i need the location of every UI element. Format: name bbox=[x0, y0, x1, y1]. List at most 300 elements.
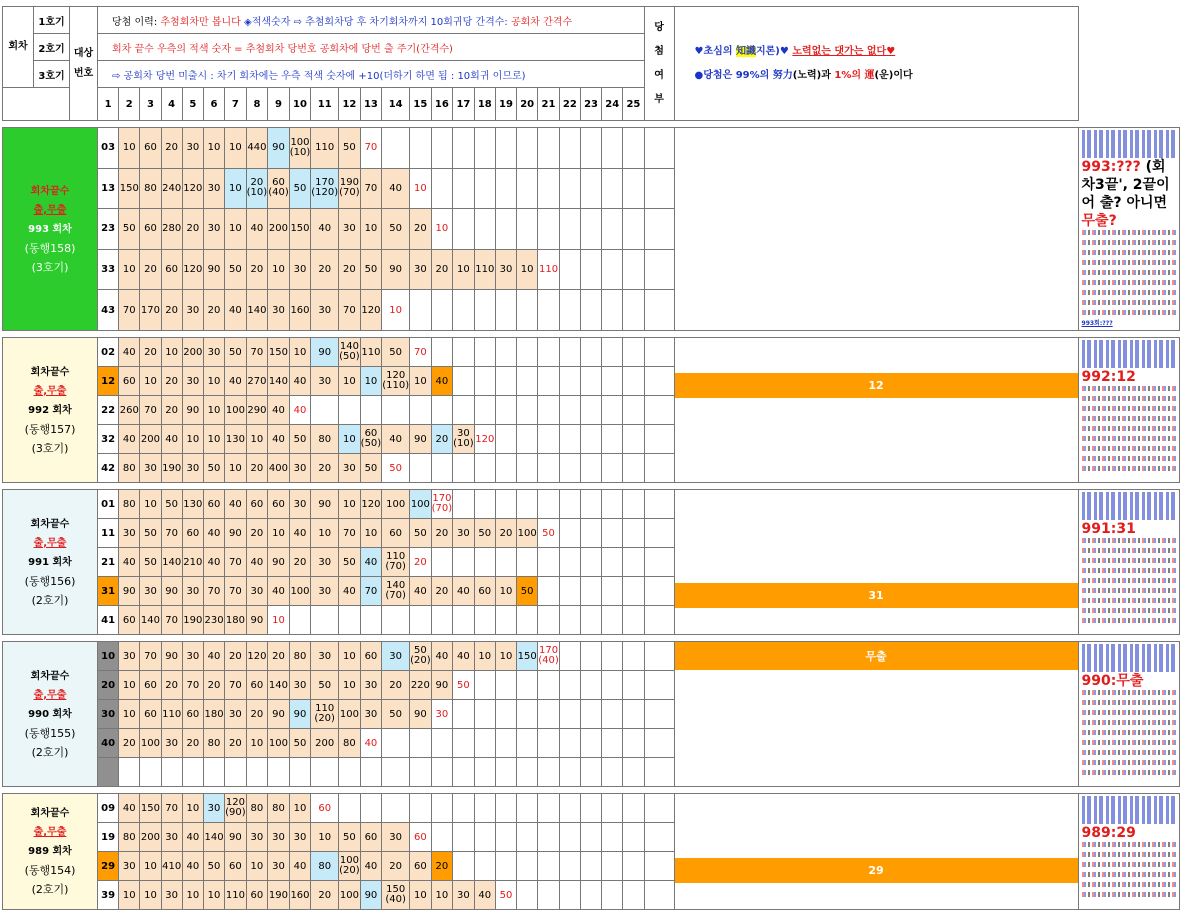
empty-cell bbox=[644, 852, 674, 881]
empty-cell bbox=[538, 128, 560, 169]
motto-1c: 지론)♥ bbox=[755, 45, 793, 57]
empty-cell bbox=[360, 396, 382, 425]
motto-1b: 知識 bbox=[735, 45, 756, 57]
notes-scribble bbox=[1082, 340, 1176, 368]
round-notes bbox=[1078, 338, 1179, 483]
interval-cell: 40 bbox=[289, 367, 311, 396]
interval-cell: 90 bbox=[203, 249, 224, 290]
interval-cell: 90 bbox=[225, 823, 247, 852]
interval-cell: 20 bbox=[410, 209, 432, 250]
empty-cell bbox=[602, 606, 623, 635]
interval-cell: 30 bbox=[182, 577, 203, 606]
interval-cell: 80 bbox=[203, 729, 224, 758]
empty-cell bbox=[580, 758, 601, 787]
interval-cell: 20 bbox=[410, 548, 432, 577]
interval-cell: 50 bbox=[474, 519, 495, 548]
interval-cell: 80 bbox=[311, 425, 339, 454]
empty-cell bbox=[559, 700, 580, 729]
interval-cell: 40 bbox=[268, 577, 290, 606]
interval-cell: 60 bbox=[360, 823, 382, 852]
round-notes bbox=[1078, 794, 1179, 910]
notes-scribble bbox=[1082, 130, 1176, 158]
round-label bbox=[3, 794, 98, 910]
interval-cell: 140 bbox=[268, 671, 290, 700]
interval-cell: 30 bbox=[289, 671, 311, 700]
empty-cell bbox=[453, 290, 475, 331]
interval-cell: 110 bbox=[474, 249, 495, 290]
win-status-char: 여 bbox=[654, 69, 664, 81]
interval-cell: 10 bbox=[140, 881, 161, 910]
interval-cell: 110 bbox=[538, 249, 560, 290]
interval-cell: 30 bbox=[431, 700, 453, 729]
interval-cell: 270 bbox=[246, 367, 268, 396]
empty-cell bbox=[203, 758, 224, 787]
round-label-line: 출,무출 bbox=[33, 827, 67, 838]
interval-cell: 60 bbox=[140, 671, 161, 700]
empty-cell bbox=[538, 729, 560, 758]
empty-cell bbox=[644, 606, 674, 635]
empty-cell bbox=[431, 290, 453, 331]
interval-cell: 80 bbox=[268, 794, 290, 823]
win-status-cell bbox=[674, 338, 1078, 483]
empty-cell bbox=[538, 367, 560, 396]
interval-cell: 10 bbox=[431, 881, 453, 910]
empty-cell bbox=[453, 729, 475, 758]
empty-cell bbox=[559, 128, 580, 169]
empty-cell bbox=[225, 758, 247, 787]
prediction-main: 990:무출 bbox=[1081, 673, 1144, 689]
interval-cell: 30 bbox=[311, 548, 339, 577]
notes-scribble bbox=[1082, 796, 1176, 824]
round-label-line: 990 회차 bbox=[28, 708, 72, 720]
empty-cell bbox=[289, 606, 311, 635]
interval-cell: 50 (20) bbox=[410, 642, 432, 671]
column-header-10: 10 bbox=[289, 88, 311, 121]
column-header-19: 19 bbox=[495, 88, 516, 121]
empty-cell bbox=[623, 794, 644, 823]
interval-cell: 60 bbox=[161, 249, 182, 290]
interval-cell: 50 bbox=[360, 249, 382, 290]
empty-cell bbox=[495, 209, 516, 250]
interval-cell: 20 bbox=[140, 249, 161, 290]
round-label-line: 991 회차 bbox=[28, 556, 72, 568]
prediction-main: 989:29 bbox=[1081, 825, 1136, 841]
empty-cell bbox=[495, 823, 516, 852]
interval-cell: 180 bbox=[225, 606, 247, 635]
round-label-line: (동행157) bbox=[24, 422, 76, 436]
interval-cell: 40 bbox=[453, 577, 475, 606]
empty-cell bbox=[559, 396, 580, 425]
empty-cell bbox=[453, 758, 475, 787]
empty-cell bbox=[559, 168, 580, 209]
empty-cell bbox=[538, 168, 560, 209]
round-label-line: (동행155) bbox=[24, 726, 76, 740]
interval-cell: 40 bbox=[453, 642, 475, 671]
interval-cell: 90 bbox=[246, 606, 268, 635]
empty-cell bbox=[339, 396, 361, 425]
lottery-table bbox=[2, 6, 1180, 910]
interval-cell: 40 bbox=[225, 490, 247, 519]
notes-footer: 993회:??? bbox=[1081, 320, 1113, 327]
empty-cell bbox=[623, 577, 644, 606]
interval-cell: 70 bbox=[161, 519, 182, 548]
empty-cell bbox=[580, 454, 601, 483]
interval-cell: 70 bbox=[339, 519, 361, 548]
empty-cell bbox=[559, 671, 580, 700]
win-number: 31 bbox=[675, 583, 1078, 608]
interval-cell: 70 bbox=[360, 577, 382, 606]
interval-cell: 50 bbox=[453, 671, 475, 700]
notes-scribble-2 bbox=[1082, 690, 1176, 779]
empty-cell bbox=[382, 396, 410, 425]
interval-cell: 110 bbox=[161, 700, 182, 729]
interval-cell: 30 bbox=[453, 519, 475, 548]
round-label-line: (3호기) bbox=[31, 441, 69, 455]
column-header-25: 25 bbox=[623, 88, 644, 121]
empty-cell bbox=[644, 729, 674, 758]
interval-cell: 120 bbox=[360, 290, 382, 331]
empty-cell bbox=[517, 454, 538, 483]
win-status-cell bbox=[674, 794, 1078, 910]
notes-scribble-2 bbox=[1082, 386, 1176, 475]
round-label-line: (2호기) bbox=[31, 593, 69, 607]
empty-cell bbox=[360, 606, 382, 635]
empty-cell bbox=[602, 642, 623, 671]
interval-cell: 10 bbox=[225, 454, 247, 483]
empty-cell bbox=[431, 128, 453, 169]
interval-cell: 70 bbox=[203, 577, 224, 606]
round-label-line: 회차끝수 bbox=[30, 366, 70, 378]
interval-cell: 50 bbox=[289, 729, 311, 758]
win-number: 무출 bbox=[675, 642, 1078, 670]
round-notes bbox=[1078, 490, 1179, 635]
interval-cell: 80 bbox=[119, 823, 140, 852]
interval-cell: 30 bbox=[203, 794, 224, 823]
interval-cell: 30 bbox=[382, 823, 410, 852]
empty-cell bbox=[602, 209, 623, 250]
ball-number: 33 bbox=[98, 249, 119, 290]
empty-cell bbox=[382, 794, 410, 823]
empty-cell bbox=[623, 425, 644, 454]
empty-cell bbox=[538, 425, 560, 454]
round-label-line: 989 회차 bbox=[28, 846, 72, 857]
ball-number: 31 bbox=[98, 577, 119, 606]
interval-cell: 30 bbox=[182, 128, 203, 169]
interval-cell: 50 bbox=[495, 881, 516, 910]
empty-cell bbox=[602, 823, 623, 852]
interval-cell: 40 bbox=[474, 881, 495, 910]
ball-number: 30 bbox=[98, 700, 119, 729]
round-spacer bbox=[3, 787, 1079, 794]
interval-cell: 30 bbox=[289, 249, 311, 290]
interval-cell: 30 bbox=[311, 577, 339, 606]
prediction-d: 출? 아니면 bbox=[1099, 195, 1168, 211]
interval-cell: 50 bbox=[382, 338, 410, 367]
interval-cell: 230 bbox=[203, 606, 224, 635]
round-label-line: (동행158) bbox=[24, 241, 76, 255]
empty-cell bbox=[644, 209, 674, 250]
interval-cell: 200 bbox=[182, 338, 203, 367]
interval-cell: 40 bbox=[289, 852, 311, 881]
interval-cell: 40 bbox=[246, 209, 268, 250]
empty-cell bbox=[559, 794, 580, 823]
empty-cell bbox=[623, 168, 644, 209]
empty-cell bbox=[339, 794, 361, 823]
interval-cell: 60 bbox=[246, 490, 268, 519]
interval-cell: 10 bbox=[203, 128, 224, 169]
interval-cell: 20 bbox=[225, 642, 247, 671]
empty-cell bbox=[453, 168, 475, 209]
header-line-1 bbox=[98, 7, 645, 34]
notes-scribble-2 bbox=[1082, 230, 1176, 319]
ball-number: 41 bbox=[98, 606, 119, 635]
empty-cell bbox=[431, 338, 453, 367]
interval-cell: 170 (70) bbox=[431, 490, 453, 519]
empty-cell bbox=[602, 881, 623, 910]
interval-cell: 60 bbox=[246, 881, 268, 910]
empty-cell bbox=[602, 852, 623, 881]
win-status-char: 당 bbox=[654, 21, 664, 33]
empty-cell bbox=[602, 671, 623, 700]
interval-cell: 50 bbox=[339, 128, 361, 169]
interval-cell: 50 bbox=[161, 490, 182, 519]
empty-cell bbox=[517, 671, 538, 700]
header-line-3: ⇨ 공회차 당번 미출시 : 차기 회차에는 우측 적색 숫자에 +10(더하기 하면 됨 : 10회귀 이므로) bbox=[98, 61, 645, 88]
interval-cell: 60 bbox=[382, 519, 410, 548]
empty-cell bbox=[623, 290, 644, 331]
interval-cell: 50 bbox=[382, 700, 410, 729]
interval-cell: 20 bbox=[268, 642, 290, 671]
round-label bbox=[3, 642, 98, 787]
empty-cell bbox=[580, 128, 601, 169]
empty-cell bbox=[559, 519, 580, 548]
round-notes bbox=[1078, 128, 1179, 331]
empty-cell bbox=[517, 490, 538, 519]
interval-cell: 200 bbox=[268, 209, 290, 250]
blank-header bbox=[3, 88, 98, 121]
interval-cell: 90 bbox=[268, 128, 290, 169]
empty-cell bbox=[474, 490, 495, 519]
interval-cell: 80 bbox=[119, 454, 140, 483]
motto-1d: 노력없는 댓가는 없다♥ bbox=[792, 45, 896, 57]
empty-cell bbox=[559, 425, 580, 454]
empty-cell bbox=[538, 290, 560, 331]
interval-cell: 10 bbox=[289, 794, 311, 823]
empty-cell bbox=[517, 548, 538, 577]
table-row bbox=[3, 794, 1180, 823]
empty-cell bbox=[644, 519, 674, 548]
empty-cell bbox=[559, 606, 580, 635]
column-header-22: 22 bbox=[559, 88, 580, 121]
empty-cell bbox=[474, 606, 495, 635]
empty-cell bbox=[474, 290, 495, 331]
empty-cell bbox=[602, 128, 623, 169]
empty-cell bbox=[474, 823, 495, 852]
empty-cell bbox=[623, 729, 644, 758]
header-line-2: 회차 끝수 우측의 적색 숫자 = 추첨회차 당번호 공회차에 당번 출 주기(간격수) bbox=[98, 34, 645, 61]
round-spacer bbox=[3, 635, 1079, 642]
interval-cell: 60 (40) bbox=[268, 168, 290, 209]
interval-cell: 40 bbox=[431, 642, 453, 671]
empty-cell bbox=[623, 490, 644, 519]
interval-cell: 90 bbox=[360, 881, 382, 910]
empty-cell bbox=[559, 823, 580, 852]
interval-cell: 60 bbox=[246, 671, 268, 700]
interval-cell: 140 (70) bbox=[382, 577, 410, 606]
empty-cell bbox=[453, 852, 475, 881]
interval-cell: 150 bbox=[140, 794, 161, 823]
interval-cell: 40 bbox=[182, 852, 203, 881]
empty-cell bbox=[644, 490, 674, 519]
interval-cell: 60 bbox=[119, 606, 140, 635]
interval-cell: 40 bbox=[203, 548, 224, 577]
empty-cell bbox=[559, 249, 580, 290]
empty-cell bbox=[644, 168, 674, 209]
interval-cell: 70 bbox=[225, 548, 247, 577]
motto-2d: 1%의 運 bbox=[834, 69, 875, 81]
win-status-char: 부 bbox=[654, 93, 664, 105]
empty-cell bbox=[623, 454, 644, 483]
interval-cell: 20 bbox=[225, 729, 247, 758]
interval-cell: 20 bbox=[161, 671, 182, 700]
column-header-17: 17 bbox=[453, 88, 475, 121]
round-label-line: (3호기) bbox=[31, 260, 69, 274]
motto-2a: ●당첨은 bbox=[694, 69, 736, 81]
empty-cell bbox=[495, 396, 516, 425]
interval-cell: 110 bbox=[311, 128, 339, 169]
empty-cell bbox=[602, 758, 623, 787]
interval-cell: 170 (120) bbox=[311, 168, 339, 209]
interval-cell: 80 bbox=[339, 729, 361, 758]
empty-cell bbox=[410, 758, 432, 787]
column-header-13: 13 bbox=[360, 88, 382, 121]
interval-cell: 100 bbox=[289, 577, 311, 606]
interval-cell: 30 bbox=[268, 852, 290, 881]
empty-cell bbox=[474, 700, 495, 729]
interval-cell: 170 (40) bbox=[538, 642, 560, 671]
interval-cell: 70 bbox=[410, 338, 432, 367]
win-status-cell bbox=[674, 128, 1078, 331]
interval-cell: 10 bbox=[360, 209, 382, 250]
interval-cell: 90 bbox=[161, 577, 182, 606]
interval-cell: 190 bbox=[268, 881, 290, 910]
empty-cell bbox=[161, 758, 182, 787]
empty-cell bbox=[580, 396, 601, 425]
empty-cell bbox=[431, 454, 453, 483]
empty-cell bbox=[495, 548, 516, 577]
empty-cell bbox=[623, 396, 644, 425]
prediction-main: 993:??? bbox=[1081, 159, 1146, 175]
empty-cell bbox=[453, 606, 475, 635]
ball-number: 42 bbox=[98, 454, 119, 483]
interval-cell: 60 bbox=[140, 128, 161, 169]
interval-cell: 60 bbox=[410, 852, 432, 881]
interval-cell: 20 bbox=[289, 548, 311, 577]
empty-cell bbox=[580, 290, 601, 331]
empty-cell bbox=[495, 490, 516, 519]
empty-cell bbox=[559, 454, 580, 483]
interval-cell: 20 bbox=[161, 367, 182, 396]
interval-note: 추첨회차당 후 차기회차까지 10회귀당 간격수: bbox=[305, 16, 511, 28]
history-label: 당첨 이력: bbox=[112, 16, 161, 28]
interval-cell: 30 bbox=[182, 454, 203, 483]
empty-cell bbox=[623, 367, 644, 396]
empty-cell bbox=[495, 128, 516, 169]
interval-cell: 10 bbox=[119, 249, 140, 290]
interval-cell: 200 bbox=[140, 823, 161, 852]
empty-cell bbox=[602, 700, 623, 729]
empty-cell bbox=[623, 642, 644, 671]
interval-cell: 10 bbox=[311, 519, 339, 548]
interval-cell: 30 bbox=[119, 852, 140, 881]
empty-cell bbox=[623, 700, 644, 729]
empty-cell bbox=[119, 758, 140, 787]
empty-cell bbox=[623, 209, 644, 250]
empty-cell bbox=[339, 606, 361, 635]
empty-cell bbox=[495, 729, 516, 758]
empty-cell bbox=[382, 606, 410, 635]
interval-cell: 40 bbox=[119, 338, 140, 367]
empty-cell bbox=[559, 852, 580, 881]
interval-cell: 10 bbox=[311, 823, 339, 852]
interval-cell: 50 bbox=[289, 168, 311, 209]
empty-cell bbox=[268, 758, 290, 787]
empty-cell bbox=[602, 425, 623, 454]
interval-cell: 10 bbox=[431, 209, 453, 250]
prediction-b: (회차3끝', bbox=[1081, 159, 1166, 193]
interval-cell: 70 bbox=[246, 338, 268, 367]
ball-number: 20 bbox=[98, 671, 119, 700]
empty-cell bbox=[644, 249, 674, 290]
interval-cell: 130 bbox=[225, 425, 247, 454]
empty-cell bbox=[453, 548, 475, 577]
ball-number: 29 bbox=[98, 852, 119, 881]
empty-cell bbox=[453, 338, 475, 367]
empty-cell bbox=[538, 209, 560, 250]
interval-cell: 40 bbox=[119, 425, 140, 454]
empty-cell bbox=[580, 249, 601, 290]
interval-cell: 100 bbox=[339, 700, 361, 729]
interval-cell: 140 (50) bbox=[339, 338, 361, 367]
ball-number: 32 bbox=[98, 425, 119, 454]
empty-cell bbox=[644, 881, 674, 910]
interval-cell: 10 bbox=[119, 128, 140, 169]
interval-cell: 70 bbox=[161, 606, 182, 635]
ball-number: 39 bbox=[98, 881, 119, 910]
empty-cell bbox=[311, 758, 339, 787]
interval-cell: 30 bbox=[140, 577, 161, 606]
empty-cell bbox=[474, 367, 495, 396]
empty-cell bbox=[538, 852, 560, 881]
interval-cell: 140 bbox=[161, 548, 182, 577]
interval-cell: 50 bbox=[339, 548, 361, 577]
interval-cell: 20 bbox=[161, 396, 182, 425]
empty-cell bbox=[517, 700, 538, 729]
interval-cell: 60 bbox=[474, 577, 495, 606]
ball-number: 11 bbox=[98, 519, 119, 548]
empty-cell bbox=[538, 490, 560, 519]
empty-cell bbox=[410, 729, 432, 758]
empty-cell bbox=[644, 577, 674, 606]
round-label-line: 992 회차 bbox=[28, 404, 72, 416]
interval-cell: 10 bbox=[140, 490, 161, 519]
empty-cell bbox=[538, 823, 560, 852]
interval-cell: 40 bbox=[382, 425, 410, 454]
interval-cell: 20 bbox=[311, 881, 339, 910]
motto-2e: (운)이다 bbox=[874, 69, 913, 81]
interval-cell: 180 bbox=[203, 700, 224, 729]
empty-cell bbox=[495, 852, 516, 881]
